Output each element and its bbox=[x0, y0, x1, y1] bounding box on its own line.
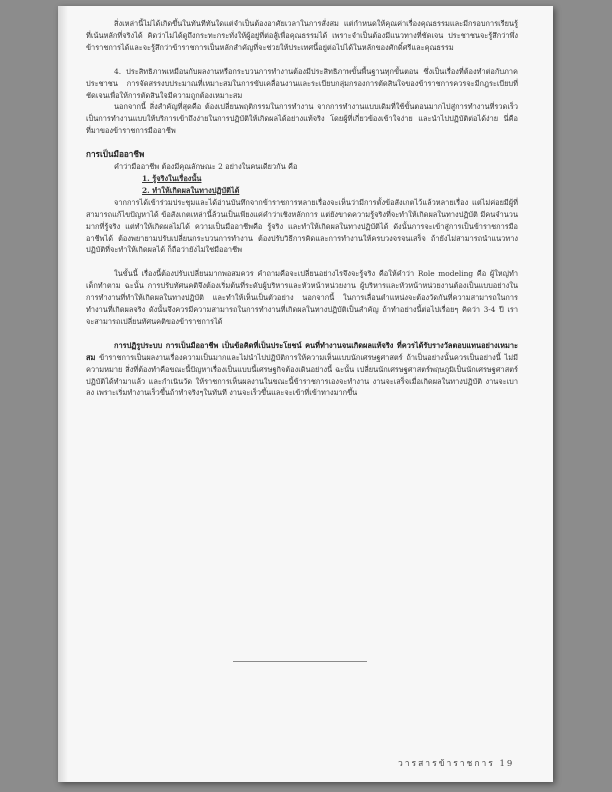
list-item: 2. ทำให้เกิดผลในทางปฏิบัติได้ bbox=[142, 185, 240, 195]
paragraph: นอกจากนี้ สิ่งสำคัญที่สุดคือ ต้องเปลี่ยนพฤติกรรมในการทำงาน จากการทำงานแบบเดิมที่ใช้ขั้นตอนมากไปสู่การทำงานที่รวดเร็ว เป็นการทำงานแบบให้บริการเข้าถึงง่ายในการปฏิบัติให้เกิดผลได้อย่างแท้จริง โดยผู้ที่เกี่ยวข้องเข้าใจง่าย และนำไปปฏิบัติต่อได้ง่าย นี่คือที่มาของข้าราชการมืออาชีพ bbox=[86, 102, 518, 136]
section-intro: คำว่ามืออาชีพ ต้องมีคุณลักษณะ 2 อย่างในคนเดียวกัน คือ bbox=[114, 162, 298, 172]
conclusion-rest: ข้าราชการเป็นผลงานเรื่องความเป็นมากและไม่นำไปปฏิบัติการให้ความเห็นแบบนักเศรษฐศาสตร์ ถ้าเป็นอย่างนั้นควรเป็นอย่างนี้ ไม่มีความหมาย สิ่งที่ต้องทำคือขณะนี้ปัญหาเรื่องเป็นแบบนี้เศรษฐกิจต้องเดินอย่างนี้ ฉะนั้น เปลี่ยนนักเศรษฐศาสตร์พฤษภูมิเป็นนักเศรษฐศาสตร์ปฏิบัติได้ทำมาแล้ว และกำเนินวัด ให้ราชการเห็นผลงานในขณะนี้ข้าราชการเองจะทำงาน งานจะเสร็จเมื่อเกิดผลในทางปฏิบัติ งานจะเบาลง เพราะเริ่มทำงานเร็วขึ้นถ้าทำจริงๆในทันที งานจะเร็วขึ้นและจะเข้าที่เข้าทางมากขึ้น bbox=[86, 352, 518, 398]
document-page bbox=[58, 6, 553, 782]
divider bbox=[233, 661, 367, 662]
section-heading: การเป็นมืออาชีพ bbox=[86, 149, 145, 160]
paragraph: จากการได้เข้าร่วมประชุมและได้อ่านบันทึกจากข้าราชการหลายเรื่องจะเห็นว่ามีการตั้งข้อสังเกตไว้แล้วหลายเรื่อง แต่ไม่ค่อยมีผู้ที่สามารถแก้ไขปัญหาได้ ข้อสังเกตเหล่านี้ล้วนเป็นเพียงแค่คำว่าเชิงหลักการ แต่ยังขาดความรู้จริงที่จะทำให้เกิดผลในทางปฏิบัติ มีคนจำนวนมากที่รู้จริง แต่ทำให้เกิดผลไม่ได้ ความเป็นมืออาชีพคือ รู้จริง และทำให้เกิดผลในทางปฏิบัติได้ ดังนั้นการจะเข้าสู่การเป็นข้าราชการมืออาชีพได้ ต้องพยายามปรับเปลี่ยนกระบวนการทำงาน ต้องปรับวิธีการคิดและการทำงานให้ครบวงจรจนเสร็จ ถ้ายังไม่สามารถนำแนวทางปฏิบัติที่จะทำให้เกิดผลได้ ก็ถือว่ายังไม่ใช่มืออาชีพ bbox=[86, 197, 518, 255]
paragraph: สิ่งเหล่านี้ไม่ได้เกิดขึ้นในทันทีทันใดแต่จำเป็นต้องอาศัยเวลาในการสั่งสม แต่กำหนดให้คุณค่าเรื่องคุณธรรมและมีกรอบการเรียนรู้ที่เน้นหลักที่จริงได้ คิดว่าไม่ได้ดูถึงกระทะกระทั่งให้ผู้อยู่ที่ต่อสู้เพื่อคุณธรรมได้ เพราะจำเป็นต้องมีแนวทางที่ชัดเจน ประชาชนจะรู้สึกว่าพึ่งข้าราชการได้และจะรู้สึกว่าข้าราชการเป็นหลักสำคัญที่จะช่วยให้ประเทศนี้อยู่ต่อไปได้ในหลักของศักดิ์ศรีและคุณธรรม bbox=[86, 19, 518, 52]
article-body bbox=[86, 18, 518, 399]
list-item: 1. รู้จริงในเรื่องนั้น bbox=[142, 173, 202, 183]
paragraph: ในขั้นนี้ เรื่องนี้ต้องปรับเปลี่ยนมากพอสมควร คำถามคือจะเปลี่ยนอย่างไรจึงจะรู้จริง คือให้คำว่า Role modeling คือ ผู้ใหญ่ทำ เด็กทำตาม ฉะนั้น การปรับทัศนคติจึงต้องเริ่มต้นที่ระดับผู้บริหารและหัวหน้าหน่วยงาน ผู้บริหารและหัวหน้าหน่วยงานต้องเป็นแบบอย่างในการทำงานที่ทำให้เกิดผลในทางปฏิบัติ และทำให้เห็นเป็นตัวอย่าง นอกจากนี้ ในการเลื่อนตำแหน่งจะต้องวัดกันที่ความสามารถในการทำงานที่เกิดผลจริง ดังนั้นจึงควรมีความสามารถในการทำงานที่เกิดผลในทางปฏิบัติเป็นสำคัญ ถ้าทำอย่างนี้ต่อไปเรื่อยๆ คิดว่า 3-4 ปี เราจะสามารถเปลี่ยนทัศนคติของข้าราชการได้ bbox=[86, 269, 518, 326]
conclusion-lead: การปฏิรูประบบ การเป็นมืออาชีพ เป็นข้อคิดที่เป็นประโยชน์ คนที่ทำงานจนเกิดผลแท้จริง ที่ควรได้รับรางวัลตอบแทนอย่างเหมาะสม bbox=[86, 340, 518, 362]
paragraph-efficiency: 4. ประสิทธิภาพเหมือนกับผลงานหรือกระบวนการทำงานต้องมีประสิทธิภาพขั้นพื้นฐานทุกขั้นตอน ซึ่งเป็นเรื่องที่ต้องทำต่อกับภาคประชาชน การจัดสรรงบประมาณที่เหมาะสมในการขับเคลื่อนงานและระเบียบกลุ่มกรองการตัดสินใจของข้าราชการควรจะมีกฎระเบียบที่ชัดเจนเพื่อให้การตัดสินใจมีความถูกต้องเหมาะสม bbox=[86, 66, 518, 100]
paragraph-conclusion bbox=[86, 340, 518, 400]
page-footer: วารสารข้าราชการ 19 bbox=[398, 759, 515, 769]
